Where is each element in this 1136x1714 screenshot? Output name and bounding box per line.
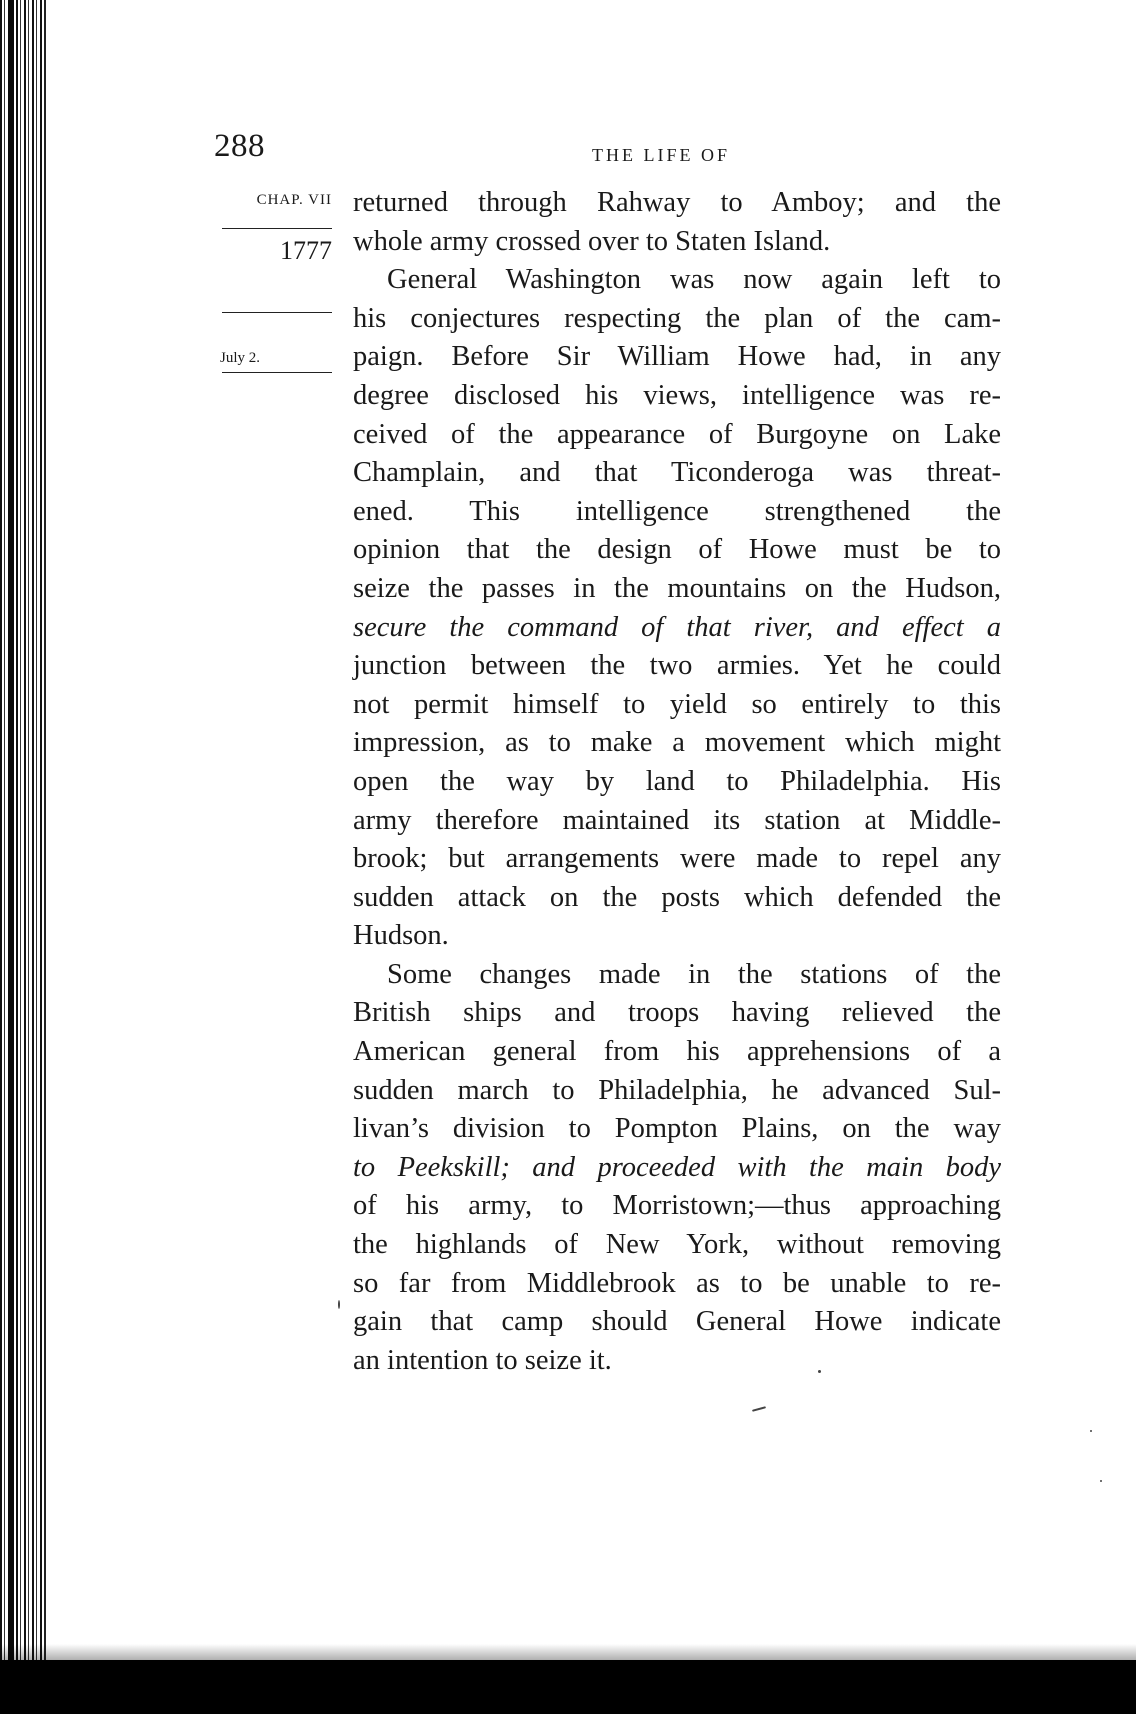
margin-date: July 2. <box>220 350 261 366</box>
line: sudden march to Philadelphia, he advanced Sul- <box>353 1074 1001 1106</box>
line: returned through Rahway to Amboy; and the <box>353 187 1001 218</box>
line: impression, as to make a movement which might <box>353 727 1001 759</box>
line: the highlands of New York, without removing <box>353 1229 1001 1261</box>
line: brook; but arrangements were made to repel any <box>353 843 1001 875</box>
line: Hudson. <box>353 920 449 952</box>
line: paign. Before Sir William Howe had, in any <box>353 341 1001 373</box>
line: open the way by land to Philadelphia. His <box>353 765 1001 797</box>
running-head: THE LIFE OF <box>592 145 730 165</box>
line: General Washington was now again left to <box>387 264 1001 296</box>
print-speck <box>1090 1430 1092 1432</box>
page-bottom-shadow <box>0 1660 1136 1714</box>
line: army therefore maintained its station at Middle- <box>353 804 1001 836</box>
line: his conjectures respecting the plan of the cam- <box>353 302 1001 334</box>
line: Champlain, and that Ticonderoga was threat- <box>353 457 1001 489</box>
line: so far from Middlebrook as to be unable to re- <box>353 1267 1001 1299</box>
margin-rule <box>222 312 332 313</box>
line: Some changes made in the stations of the <box>387 958 1001 990</box>
line: of his army, to Morristown;—thus approaching <box>353 1190 1001 1222</box>
line: secure the command of that river, and effect a <box>353 611 1001 643</box>
line: ened. This intelligence strengthened the <box>353 495 1001 527</box>
line: seize the passes in the mountains on the Hudson, <box>353 572 1001 604</box>
line: to Peekskill; and proceeded with the main body <box>353 1151 1001 1183</box>
line: ceived of the appearance of Burgoyne on Lake <box>353 418 1001 450</box>
line: livan’s division to Pompton Plains, on the way <box>353 1113 1001 1145</box>
page-number: 288 <box>214 128 265 164</box>
line: junction between the two armies. Yet he could <box>353 650 1001 682</box>
paragraph <box>353 184 1001 261</box>
body-text <box>353 184 1001 1380</box>
line: opinion that the design of Howe must be to <box>353 534 1001 566</box>
print-speck <box>1100 1480 1102 1482</box>
line: sudden attack on the posts which defended the <box>353 881 1001 913</box>
print-speck <box>752 1406 766 1412</box>
line: not permit himself to yield so entirely to this <box>353 688 1001 720</box>
line: British ships and troops having relieved the <box>353 997 1001 1029</box>
line: American general from his apprehensions of a <box>353 1036 1001 1068</box>
book-binding-edge <box>0 0 46 1714</box>
line: degree disclosed his views, intelligence was re- <box>353 379 1001 411</box>
margin-rule <box>222 372 332 373</box>
line: gain that camp should General Howe indicate <box>353 1306 1001 1338</box>
margin-chapter-label: CHAP. VII <box>256 192 332 208</box>
paragraph <box>353 956 1001 1381</box>
line: an intention to seize it. <box>353 1344 612 1376</box>
line: whole army crossed over to Staten Island. <box>353 225 831 257</box>
paragraph <box>353 261 1001 956</box>
print-speck <box>338 1300 340 1309</box>
print-speck <box>818 1370 821 1373</box>
margin-year: 1777 <box>280 236 332 265</box>
margin-rule <box>222 228 332 229</box>
